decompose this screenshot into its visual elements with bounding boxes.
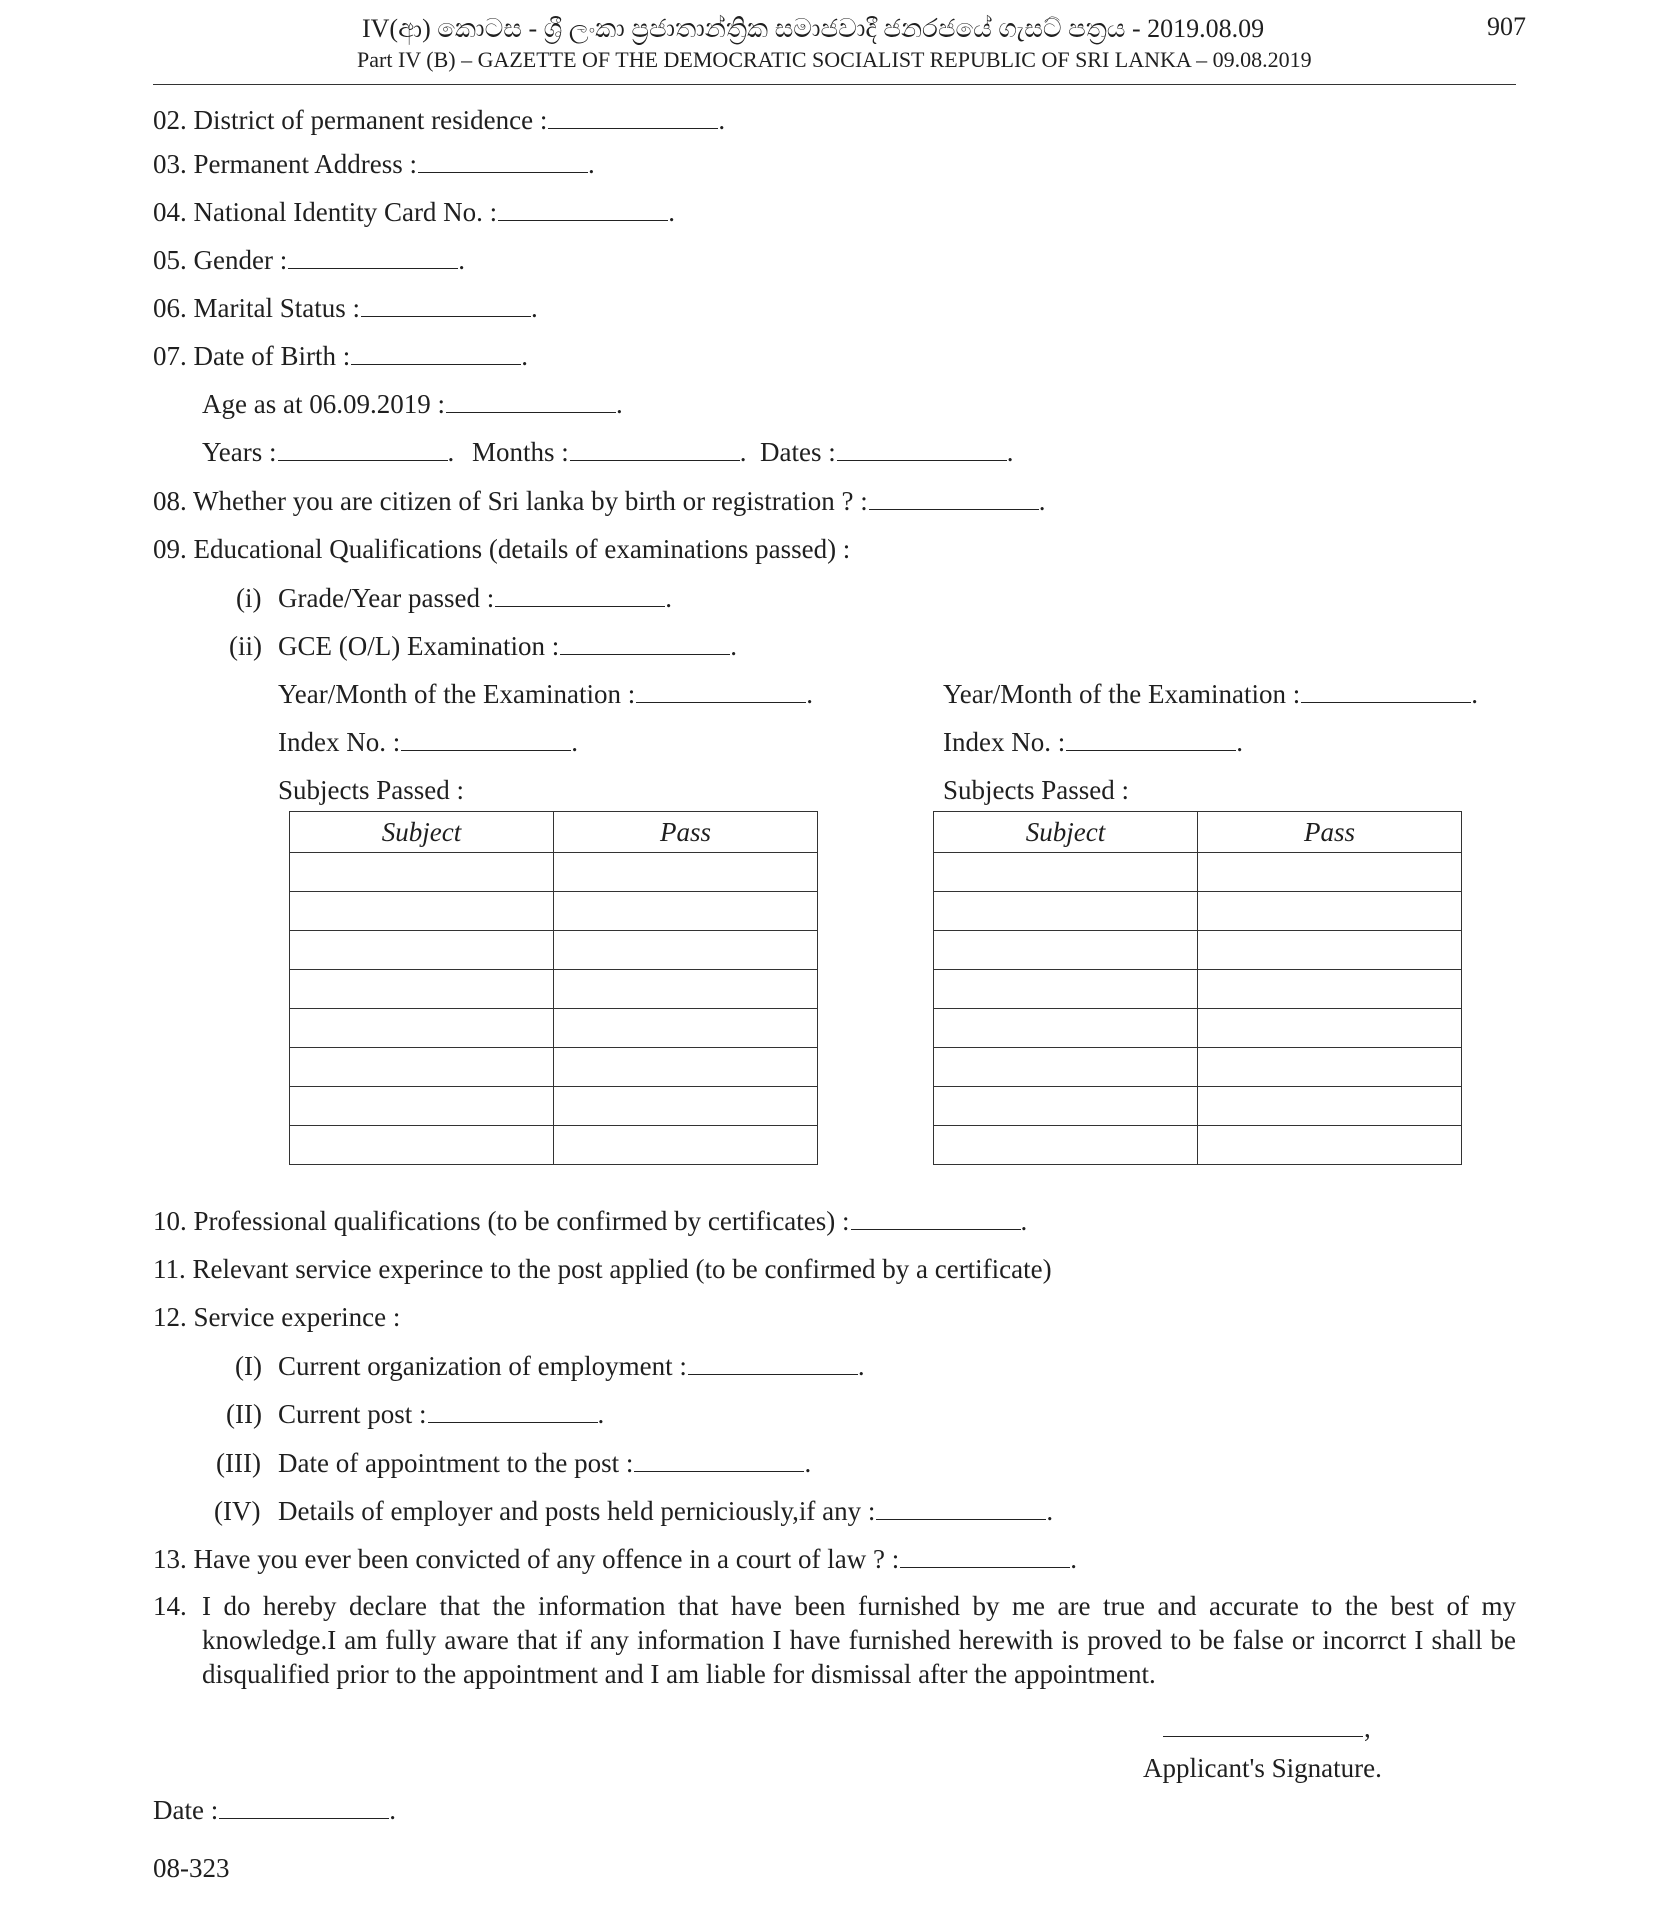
field-dob-label: 07. Date of Birth : — [153, 341, 351, 371]
field-district: 02. District of permanent residence : . — [153, 105, 726, 135]
subject-cell[interactable] — [934, 1048, 1198, 1087]
declaration-number: 14. — [153, 1591, 187, 1621]
exam-left-index: Index No. : . — [278, 727, 578, 757]
field-relevant-experience: 11. Relevant service experince to the post applied (to be confirmed by a certificate) — [153, 1254, 1052, 1284]
district-blank[interactable] — [548, 110, 718, 129]
field-education: 09. Educational Qualifications (details of examinations passed) : — [153, 534, 851, 564]
citizenship-blank[interactable] — [869, 491, 1039, 510]
pass-cell[interactable] — [554, 931, 818, 970]
months-blank[interactable] — [570, 442, 740, 461]
pass-cell[interactable] — [554, 892, 818, 931]
field-previous-employers: Details of employer and posts held perniciously,if any : . — [278, 1496, 1054, 1526]
exam-left-index-label: Index No. : — [278, 727, 401, 757]
current-org-blank[interactable] — [688, 1356, 858, 1375]
page-number: 907 — [1487, 12, 1526, 41]
exam-left-index-blank[interactable] — [401, 732, 571, 751]
service-III-num: (III) — [216, 1448, 261, 1478]
previous-employers-blank[interactable] — [876, 1501, 1046, 1520]
field-professional: 10. Professional qualifications (to be confirmed by certificates) : . — [153, 1206, 1028, 1236]
exam-right-index: Index No. : . — [943, 727, 1243, 757]
field-citizenship: 08. Whether you are citizen of Sri lanka by birth or registration ? : . — [153, 486, 1046, 516]
field-current-post-label: Current post : — [278, 1399, 427, 1429]
field-gce-ol: GCE (O/L) Examination : . — [278, 631, 737, 661]
subject-cell[interactable] — [934, 931, 1198, 970]
exam-right-year-month-label: Year/Month of the Examination : — [943, 679, 1301, 709]
pass-cell[interactable] — [554, 1126, 818, 1165]
field-dob: 07. Date of Birth : . — [153, 341, 528, 371]
field-appointment-date-label: Date of appointment to the post : — [278, 1448, 634, 1478]
table-row — [934, 1048, 1462, 1087]
gce-ol-blank[interactable] — [560, 636, 730, 655]
subject-cell[interactable] — [934, 970, 1198, 1009]
header-sinhala: IV(ආ) කොටස - ශ්‍රී ලංකා ප්‍රජාතාන්ත්‍රික සමාජවාදී ජනරජයේ ගැසට් පත්‍රය - 2019.08.09 — [362, 14, 1265, 43]
exam-left-year-month-blank[interactable] — [636, 684, 806, 703]
table-row — [290, 1048, 818, 1087]
field-marital-label: 06. Marital Status : — [153, 293, 360, 323]
gender-blank[interactable] — [288, 250, 458, 269]
pass-cell[interactable] — [554, 1048, 818, 1087]
field-current-org-label: Current organization of employment : — [278, 1351, 687, 1381]
table-header-subject: Subject — [934, 812, 1198, 853]
table-header-pass: Pass — [554, 812, 818, 853]
subject-cell[interactable] — [934, 853, 1198, 892]
service-I-num: (I) — [235, 1351, 262, 1381]
field-current-org: Current organization of employment : . — [278, 1351, 865, 1381]
signature-comma: , — [1364, 1713, 1371, 1743]
field-marital: 06. Marital Status : . — [153, 293, 538, 323]
subject-cell[interactable] — [290, 970, 554, 1009]
subject-cell[interactable] — [934, 892, 1198, 931]
table-header-subject: Subject — [290, 812, 554, 853]
table-row — [934, 892, 1462, 931]
pass-cell[interactable] — [1198, 1009, 1462, 1048]
edu-ii-num: (ii) — [229, 631, 262, 661]
subject-cell[interactable] — [290, 853, 554, 892]
professional-blank[interactable] — [851, 1211, 1021, 1230]
nic-blank[interactable] — [498, 202, 668, 221]
service-II-num: (II) — [226, 1399, 262, 1429]
subject-cell[interactable] — [290, 1126, 554, 1165]
field-citizenship-label: 08. Whether you are citizen of Sri lanka by birth or registration ? : — [153, 486, 868, 516]
field-age-label: Age as at 06.09.2019 : — [202, 389, 445, 419]
field-gender: 05. Gender : . — [153, 245, 465, 275]
table-body — [934, 853, 1462, 1165]
table-row — [290, 1087, 818, 1126]
subject-cell[interactable] — [290, 1009, 554, 1048]
field-nic: 04. National Identity Card No. : . — [153, 197, 675, 227]
exam-right-year-month-blank[interactable] — [1301, 684, 1471, 703]
table-row — [290, 970, 818, 1009]
dob-blank[interactable] — [351, 346, 521, 365]
edu-i-num: (i) — [236, 583, 262, 613]
service-IV-num: (IV) — [214, 1496, 261, 1526]
signature-label: Applicant's Signature. — [1143, 1753, 1382, 1783]
years-blank[interactable] — [278, 442, 448, 461]
subject-cell[interactable] — [290, 1087, 554, 1126]
pass-cell[interactable] — [554, 1087, 818, 1126]
exam-right-year-month: Year/Month of the Examination : . — [943, 679, 1478, 709]
field-appointment-date: Date of appointment to the post : . — [278, 1448, 812, 1478]
field-nic-label: 04. National Identity Card No. : — [153, 197, 498, 227]
field-convicted-label: 13. Have you ever been convicted of any offence in a court of law ? : — [153, 1544, 900, 1574]
pass-cell[interactable] — [1198, 1087, 1462, 1126]
table-row — [290, 931, 818, 970]
pass-cell[interactable] — [1198, 892, 1462, 931]
pass-cell[interactable] — [554, 1009, 818, 1048]
field-grade-year: Grade/Year passed : . — [278, 583, 672, 613]
table-row — [290, 853, 818, 892]
table-row — [934, 970, 1462, 1009]
table-row — [934, 1009, 1462, 1048]
subject-cell[interactable] — [290, 931, 554, 970]
exam-right-subjects-label: Subjects Passed : — [943, 775, 1129, 805]
field-convicted: 13. Have you ever been convicted of any offence in a court of law ? : . — [153, 1544, 1077, 1574]
table-header-pass: Pass — [1198, 812, 1462, 853]
field-years: Years : . — [202, 437, 455, 467]
pass-cell[interactable] — [1198, 853, 1462, 892]
age-blank[interactable] — [446, 394, 616, 413]
pass-cell[interactable] — [1198, 931, 1462, 970]
field-years-label: Years : — [202, 437, 277, 467]
field-dates: Dates : . — [760, 437, 1014, 467]
field-address-label: 03. Permanent Address : — [153, 149, 417, 179]
document-code: 08-323 — [153, 1853, 230, 1883]
table-row — [290, 1009, 818, 1048]
exam-left-year-month: Year/Month of the Examination : . — [278, 679, 813, 709]
pass-cell[interactable] — [1198, 970, 1462, 1009]
header-rule — [153, 84, 1516, 85]
field-date: Date : . — [153, 1795, 396, 1825]
address-blank[interactable] — [418, 154, 588, 173]
appointment-date-blank[interactable] — [634, 1453, 804, 1472]
convicted-blank[interactable] — [900, 1549, 1070, 1568]
field-date-label: Date : — [153, 1795, 219, 1825]
pass-cell[interactable] — [554, 853, 818, 892]
table-row — [290, 1126, 818, 1165]
exam-right-index-label: Index No. : — [943, 727, 1066, 757]
field-professional-label: 10. Professional qualifications (to be confirmed by certificates) : — [153, 1206, 850, 1236]
subject-cell[interactable] — [934, 1087, 1198, 1126]
header-english: Part IV (B) – GAZETTE OF THE DEMOCRATIC SOCIALIST REPUBLIC OF SRI LANKA – 09.08.2019 — [357, 47, 1312, 72]
field-grade-year-label: Grade/Year passed : — [278, 583, 495, 613]
exam-right-index-blank[interactable] — [1066, 732, 1236, 751]
field-months-label: Months : — [472, 437, 569, 467]
marital-blank[interactable] — [361, 298, 531, 317]
dates-blank[interactable] — [837, 442, 1007, 461]
field-current-post: Current post : . — [278, 1399, 605, 1429]
table-row — [934, 853, 1462, 892]
subjects-table-right — [933, 811, 1462, 1165]
field-dates-label: Dates : — [760, 437, 836, 467]
field-age: Age as at 06.09.2019 : . — [202, 389, 623, 419]
table-row — [934, 1087, 1462, 1126]
subject-cell[interactable] — [290, 892, 554, 931]
pass-cell[interactable] — [1198, 1048, 1462, 1087]
exam-left-subjects-label: Subjects Passed : — [278, 775, 464, 805]
pass-cell[interactable] — [1198, 1126, 1462, 1165]
subject-cell[interactable] — [290, 1048, 554, 1087]
field-district-label: 02. District of permanent residence : — [153, 105, 548, 135]
field-address: 03. Permanent Address : . — [153, 149, 595, 179]
field-previous-employers-label: Details of employer and posts held perniciously,if any : — [278, 1496, 876, 1526]
table-body — [290, 853, 818, 1165]
field-service-experience: 12. Service experince : — [153, 1302, 401, 1332]
subject-cell[interactable] — [934, 1009, 1198, 1048]
table-row — [934, 1126, 1462, 1165]
date-blank[interactable] — [219, 1800, 389, 1819]
table-row — [290, 892, 818, 931]
declaration-text: I do hereby declare that the information that have been furnished by me are true and accurate to the best of my knowledge.I am fully aware that if any information I have furnished herewith is proved to be false or incorrct I shall be disqualified prior to the appointment and I am liable for dismissal after the appointment. — [202, 1591, 1516, 1689]
field-gender-label: 05. Gender : — [153, 245, 288, 275]
table-row — [934, 931, 1462, 970]
pass-cell[interactable] — [554, 970, 818, 1009]
current-post-blank[interactable] — [428, 1404, 598, 1423]
signature-line[interactable] — [1163, 1712, 1363, 1737]
field-months: Months : . — [472, 437, 747, 467]
grade-year-blank[interactable] — [495, 588, 665, 607]
subject-cell[interactable] — [934, 1126, 1198, 1165]
field-gce-ol-label: GCE (O/L) Examination : — [278, 631, 560, 661]
subjects-table-left — [289, 811, 818, 1165]
exam-left-year-month-label: Year/Month of the Examination : — [278, 679, 636, 709]
